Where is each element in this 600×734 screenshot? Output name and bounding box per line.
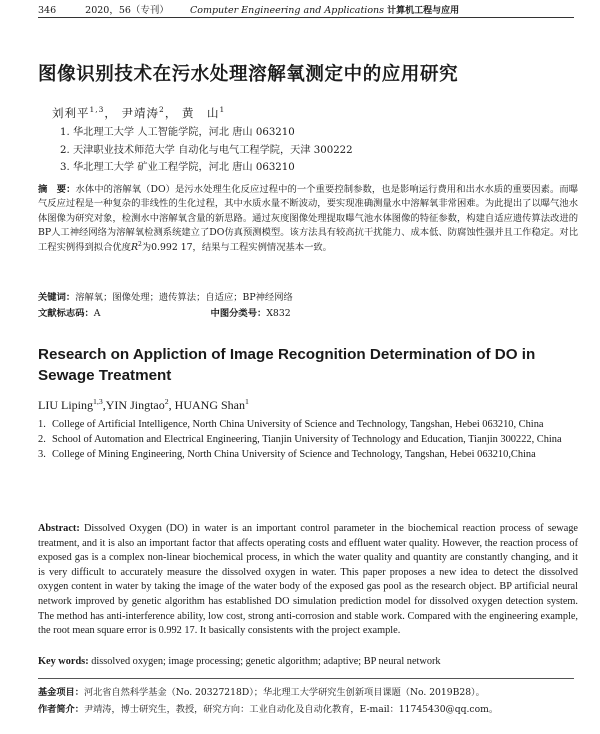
affiliation-number: 2.	[38, 433, 46, 445]
journal-name-en: Computer Engineering and Applications	[189, 5, 385, 16]
author-affiliation-mark: 2	[159, 105, 165, 115]
affiliation-number: 1.	[38, 419, 46, 430]
author-en: LIU Liping	[38, 398, 93, 412]
classification-codes	[38, 305, 291, 319]
funding-text: 河北省自然科学基金（No. 20327218D）；华北理工大学研究生创新项目课题（No. 2019B28）。	[83, 687, 485, 698]
abstract-text-cn: 水体中的溶解氧（DO）是污水处理生化反应过程中的一个重要控制参数，也是影响运行费用和出水水质的重要因素。而曝气反应过程是一种复杂的非线性的生化过程，其中水质水量不断波动，要实现准确测量水中溶解氧非常困难。为此提出了以曝气池水体图像为研究对象，检测水中溶解氧含量的新思路。通过灰度图像处理提取曝气池水体图像的特征参数，构建自适应遗传算法改进的BP人工神经网络为溶解氧检测系统建立了DO仿真预测模型。该方法具有较高抗干扰能力、成本低、防腐蚀性强并且工作稳定。对比工程实例得到拟合优度	[38, 184, 578, 253]
r-squared-exponent: 2	[137, 240, 142, 248]
author-affiliation-mark: 1,3	[89, 105, 105, 115]
author-cn: 黄 山	[181, 106, 220, 120]
journal-name-cn: 计算机工程与应用	[387, 6, 460, 16]
affiliation-text: College of Mining Engineering, North China University of Science and Technology, Tangshan, Hebei 063210,China	[52, 448, 536, 460]
abstract-en	[38, 522, 578, 639]
author-en: YIN Jingtao	[105, 398, 165, 412]
keywords-label-cn: 关键词：	[38, 292, 76, 303]
author-list-cn: 刘利平$^{1,3}$， 尹靖涛$^2$， 黄 山$^1$	[52, 105, 226, 120]
funding-label: 基金项目：	[38, 687, 84, 698]
affiliations-cn	[60, 124, 353, 177]
bio-text: 尹靖涛，博士研究生，教授，研究方向：工业自动化及自动化教育，E-mail：11745430@qq.com。	[83, 704, 499, 715]
affiliation-en	[38, 448, 578, 463]
affiliations-en	[38, 418, 578, 462]
footnote-rule	[38, 678, 574, 679]
keywords-label-en: Key words:	[38, 656, 89, 667]
affiliation-en	[38, 418, 578, 433]
abstract-text-en: Dissolved Oxygen (DO) in water is an important control parameter in the biochemical reaction process of sewage treatment, and it is also an important factor that affects operating costs and effluent water quality. However, the reaction process of exposed gas is a complex non-linear biochemical process, in which the water quality and quantity are constantly changing, and it is very difficult to accurately measure the dissolved oxygen in water. This paper proposes a new idea to detect the dissolved oxygen content in water by taking the image of the water body of the exposed gas pool as the research object. BP artificial neural network improved by genetic algorithm has established DO simulation prediction model for dissolved oxygen detection system. The method has anti-interference ability, low cost, strong anti-corrosion and stable work. Compared with the engineering example, the root mean square error is 0.992 17. It basically consistents with the project example.	[38, 523, 578, 637]
author-affiliation-mark: 1	[245, 397, 249, 406]
doc-code: A	[93, 308, 101, 319]
author-affiliation-mark: 1,3	[93, 397, 103, 406]
affiliation-en	[38, 433, 578, 448]
affiliation-text: School of Automation and Electrical Engineering, Tianjin University of Technology and Education, Tianjin 300222, China	[52, 433, 562, 445]
affiliation-cn: 2. 天津职业技术师范大学 自动化与电气工程学院，天津 300222	[60, 144, 353, 156]
author-bio-note	[38, 701, 578, 715]
clc-code: X832	[266, 308, 291, 319]
abstract-cn	[38, 183, 578, 255]
paper-title-en: Research on Appliction of Image Recognition Determination of DO in Sewage Treatment	[38, 346, 536, 384]
author-affiliation-mark: 2	[164, 397, 169, 406]
doc-code-label: 文献标志码：	[38, 308, 94, 319]
header-rule	[38, 17, 574, 18]
author-en: HUANG Shan	[174, 398, 245, 412]
abstract-label-en: Abstract:	[38, 523, 80, 534]
affiliation-cn: 3. 华北理工大学 矿业工程学院，河北 唐山 063210	[60, 162, 295, 173]
author-cn: 刘利平	[52, 106, 90, 120]
keywords-text-cn: 溶解氧；图像处理；遗传算法；自适应；BP神经网络	[75, 292, 293, 303]
paper-title-cn: 图像识别技术在污水处理溶解氧测定中的应用研究	[38, 64, 459, 85]
keywords-en	[38, 656, 578, 667]
author-cn: 尹靖涛	[121, 106, 160, 120]
affiliation-number: 3.	[38, 448, 46, 460]
abstract-text-cn-end: 为0.992 17，结果与工程实例情况基本一致。	[141, 241, 332, 253]
bio-label: 作者简介：	[38, 704, 84, 715]
running-header	[38, 2, 578, 16]
affiliation-cn: 1. 华北理工大学 人工智能学院，河北 唐山 063210	[60, 127, 295, 138]
abstract-label-cn: 摘 要：	[38, 184, 76, 195]
clc-label: 中图分类号：	[210, 308, 267, 319]
funding-note	[38, 684, 578, 698]
author-affiliation-mark: 1	[219, 105, 226, 115]
affiliation-text: College of Artificial Intelligence, North China University of Science and Technology, Tangshan, Hebei 063210, China	[52, 419, 544, 430]
journal-issue: 2020，56（专刊）	[85, 5, 169, 16]
page-number: 346	[38, 5, 57, 16]
keywords-text-en: dissolved oxygen; image processing; genetic algorithm; adaptive; BP neural network	[91, 656, 441, 667]
author-list-en: LIU Liping$^{1,3}$,YIN Jingtao$^2$, HUANG Shan$^1$	[38, 397, 249, 412]
r-squared-symbol: R	[130, 241, 138, 253]
keywords-cn	[38, 289, 578, 303]
